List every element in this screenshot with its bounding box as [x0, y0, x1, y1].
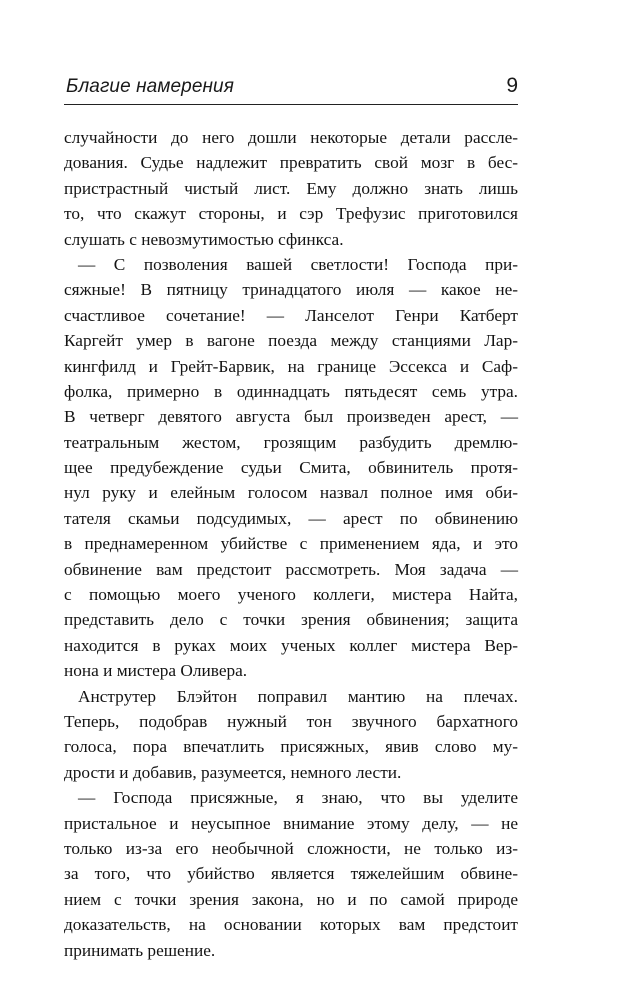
text-line: театральным жестом, грозящим разбудить дремлю- [64, 432, 518, 452]
text-line: обвинение вам предстоит рассмотреть. Моя задача — [64, 559, 518, 579]
running-head [64, 74, 518, 104]
text-line: В четверг девятого августа был произведен арест, — [64, 407, 518, 427]
text-line: Теперь, подобрав нужный тон звучного бархатного [64, 711, 518, 731]
text-line: нием с точки зрения закона, но и по самой природе [64, 889, 518, 909]
text-line: тателя скамьи подсудимых, — арест по обвинению [64, 508, 518, 528]
text-line: находится в руках моих ученых коллег мистера Вер- [64, 635, 518, 655]
body-text [64, 125, 518, 963]
text-line: кингфилд и Грейт-Барвик, на границе Эссекса и Саф- [64, 356, 518, 376]
text-line: то, что скажут стороны, и сэр Трефузис приготовился [64, 204, 518, 224]
paragraph-4 [64, 785, 518, 963]
text-line: голоса, пора впечатлить присяжных, явив слово му- [64, 737, 518, 757]
text-line: дрости и добавив, разумеется, немного лести. [64, 762, 402, 782]
paragraph-1 [64, 125, 518, 252]
text-line: в преднамеренном убийстве с применением яда, и это [64, 534, 518, 554]
paragraph-3 [64, 684, 518, 786]
text-line: дования. Судье надлежит превратить свой мозг в бес- [64, 153, 518, 173]
running-title: Благие намерения [66, 76, 234, 97]
paragraph-2 [64, 252, 518, 684]
text-line: Каргейт умер в вагоне поезда между станциями Лар- [64, 331, 518, 351]
text-line: пристрастный чистый лист. Ему должно знать лишь [64, 178, 518, 198]
text-line: принимать решение. [64, 940, 216, 960]
text-line: сяжные! В пятницу тринадцатого июля — какое не- [64, 280, 518, 300]
text-line: пристальное и неусыпное внимание этому делу, — не [64, 813, 518, 833]
header-rule [64, 104, 518, 105]
text-line: Анструтер Блэйтон поправил мантию на плечах. [78, 686, 518, 706]
text-line: нул руку и елейным голосом назвал полное имя оби- [64, 483, 518, 503]
page-number: 9 [506, 74, 518, 97]
text-line: только из-за его необычной сложности, не только из- [64, 838, 518, 858]
text-line: нона и мистера Оливера. [64, 661, 248, 681]
text-line: с помощью моего ученого коллеги, мистера Найта, [64, 585, 518, 605]
text-line: слушать с невозмутимостью сфинкса. [64, 229, 344, 249]
text-line: представить дело с точки зрения обвинения; защита [64, 610, 518, 630]
text-line: фолка, примерно в одиннадцать пятьдесят семь утра. [64, 381, 518, 401]
text-line: — Господа присяжные, я знаю, что вы уделите [78, 788, 518, 808]
text-line: случайности до него дошли некоторые детали рассле- [64, 128, 518, 147]
text-line: за того, что убийство является тяжелейшим обвине- [64, 864, 518, 884]
text-line: доказательств, на основании которых вам предстоит [64, 915, 518, 935]
text-line: — С позволения вашей светлости! Господа при- [78, 254, 518, 274]
text-line: счастливое сочетание! — Ланселот Генри Катберт [64, 305, 518, 325]
text-line: щее предубеждение судьи Смита, обвинитель протя- [64, 458, 518, 478]
